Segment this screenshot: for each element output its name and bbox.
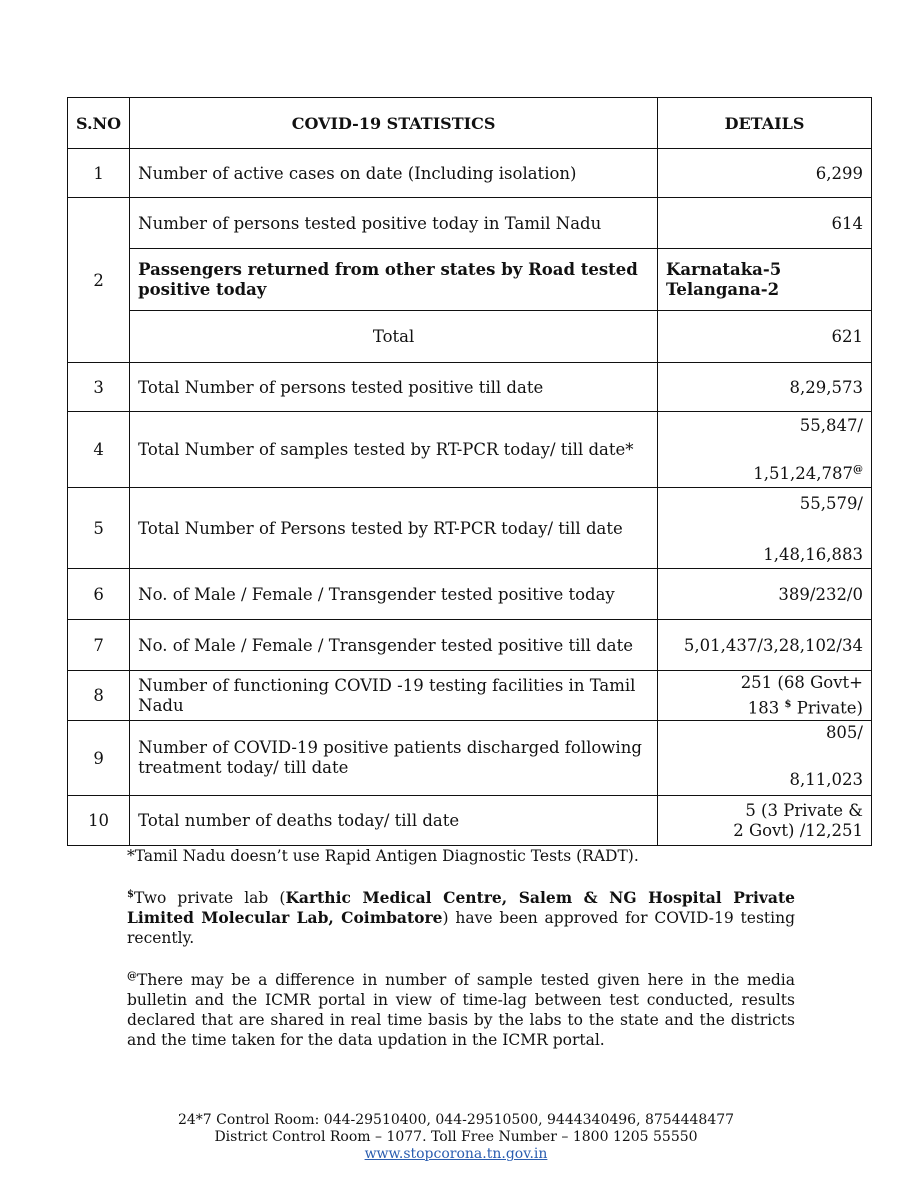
district-toll-free: District Control Room – 1077. Toll Free Number – 1800 1205 55550 <box>214 1129 698 1145</box>
row-value: 8,29,573 <box>658 363 872 412</box>
row-label: Number of active cases on date (Including isolation) <box>130 149 658 198</box>
table-row <box>68 488 872 569</box>
footnotes <box>127 846 795 1069</box>
row-label: Total <box>130 311 658 363</box>
contact-footer <box>0 1112 912 1163</box>
value-line: 1,48,16,883 <box>763 545 863 564</box>
table-row <box>68 149 872 198</box>
value-line: 55,579/ <box>799 494 863 513</box>
row-value <box>658 488 872 569</box>
header-sno: S.NO <box>68 98 130 149</box>
footnote-mark: $ <box>127 889 134 900</box>
row-value <box>658 249 872 311</box>
row-sno: 3 <box>68 363 130 412</box>
row-label: Total number of deaths today/ till date <box>130 796 658 846</box>
value-line: Private) <box>796 698 863 718</box>
value-line: 805/ <box>825 723 863 742</box>
row-label: Number of COVID-19 positive patients discharged following treatment today/ till date <box>130 721 658 796</box>
row-label: Total Number of Persons tested by RT-PCR today/ till date <box>130 488 658 569</box>
footnote-mark: @ <box>127 971 137 983</box>
row-label: No. of Male / Female / Transgender tested positive today <box>130 569 658 620</box>
control-room-numbers: 24*7 Control Room: 044-29510400, 044-29510500, 9444340496, 8754448477 <box>177 1112 735 1128</box>
table-row <box>68 671 872 721</box>
row-value <box>658 796 872 846</box>
row-value <box>658 412 872 488</box>
covid-statistics-table <box>67 97 872 846</box>
table-row <box>68 796 872 846</box>
row-label: No. of Male / Female / Transgender tested positive till date <box>130 620 658 671</box>
table-row <box>68 620 872 671</box>
value-line: 8,11,023 <box>789 770 863 789</box>
row-sno: 10 <box>68 796 130 846</box>
row-label: Total Number of persons tested positive till date <box>130 363 658 412</box>
row-label: Number of functioning COVID -19 testing facilities in Tamil Nadu <box>130 671 658 721</box>
footnote-icmr <box>127 967 795 1050</box>
value-line: Karnataka-5 <box>666 259 782 279</box>
note-text: Two private lab ( <box>133 889 286 908</box>
footnote-mark: $ <box>784 698 792 710</box>
table-row <box>68 569 872 620</box>
row-sno: 9 <box>68 721 130 796</box>
value-line: Telangana-2 <box>666 279 780 299</box>
note-text: There may be a difference in number of sample tested given here in the media bulletin and the ICMR portal in view of time-lag between test conducted, results declared that are shared in real time basis by the labs to the state and the districts and the time taken for the data updation in the ICMR portal. <box>127 971 795 1050</box>
table-row <box>68 721 872 796</box>
row-value: 621 <box>658 311 872 363</box>
row-value: 5,01,437/3,28,102/34 <box>658 620 872 671</box>
row-sno: 1 <box>68 149 130 198</box>
table-row <box>68 198 872 249</box>
website-link[interactable]: www.stopcorona.tn.gov.in <box>364 1146 548 1162</box>
row-value <box>658 671 872 721</box>
table-row <box>68 363 872 412</box>
row-label: Total Number of samples tested by RT-PCR today/ till date* <box>130 412 658 488</box>
table-row <box>68 311 872 363</box>
table-row <box>68 249 872 311</box>
row-sno: 2 <box>68 198 130 363</box>
footnote-radt: *Tamil Nadu doesn’t use Rapid Antigen Diagnostic Tests (RADT). <box>127 847 639 865</box>
footnote-private-labs <box>127 885 795 948</box>
row-label: Passengers returned from other states by Road tested positive today <box>130 249 658 311</box>
row-value: 614 <box>658 198 872 249</box>
header-stats: COVID-19 STATISTICS <box>130 98 658 149</box>
value-line: 1,51,24,787 <box>753 464 853 483</box>
table-row <box>68 412 872 488</box>
table-header <box>68 98 872 149</box>
row-value: 6,299 <box>658 149 872 198</box>
row-sno: 4 <box>68 412 130 488</box>
note-bold-text: Karthic Medical Centre, Salem & NG Hospital Private Limited Molecular Lab, Coimbatore <box>127 888 795 928</box>
row-value <box>658 721 872 796</box>
row-sno: 8 <box>68 671 130 721</box>
value-line: 55,847/ <box>799 416 863 435</box>
header-details: DETAILS <box>658 98 872 149</box>
row-sno: 6 <box>68 569 130 620</box>
value-line: 2 Govt) /12,251 <box>733 820 863 840</box>
value-line: 183 <box>747 698 780 718</box>
note-text: ) have been approved for COVID-19 testing recently. <box>127 909 795 948</box>
row-sno: 7 <box>68 620 130 671</box>
row-value: 389/232/0 <box>658 569 872 620</box>
value-line: 251 (68 Govt+ <box>740 672 863 692</box>
value-line: 5 (3 Private & <box>745 800 863 820</box>
row-sno: 5 <box>68 488 130 569</box>
row-label: Number of persons tested positive today in Tamil Nadu <box>130 198 658 249</box>
footnote-mark: @ <box>853 464 863 476</box>
